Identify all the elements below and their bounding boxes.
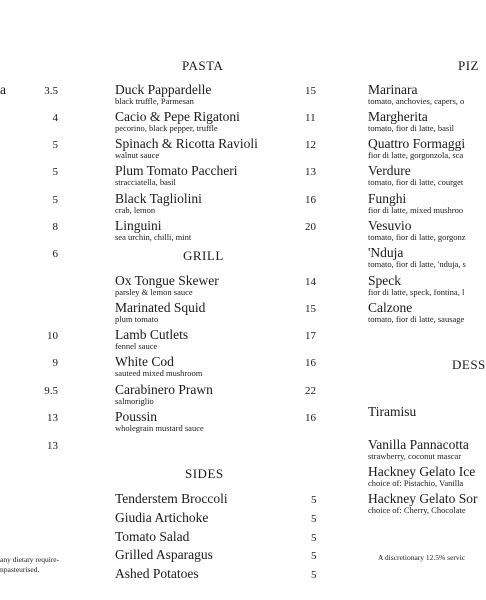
desserts-item bbox=[368, 438, 469, 461]
pasta-item-name: Plum Tomato Paccheri bbox=[115, 163, 238, 178]
left-price: 13 bbox=[47, 440, 58, 452]
sides-item bbox=[115, 548, 213, 562]
grill-item bbox=[115, 274, 219, 297]
sides-item-price: 5 bbox=[311, 532, 317, 544]
grill-item bbox=[115, 328, 188, 351]
grill-item-price: 16 bbox=[305, 357, 316, 369]
sides-item-name: Ashed Potatoes bbox=[115, 566, 199, 581]
pizza-item bbox=[368, 246, 466, 269]
grill-item bbox=[115, 355, 202, 378]
grill-item-desc: parsley & lemon sauce bbox=[115, 287, 193, 297]
pizza-item-name: Funghi bbox=[368, 191, 407, 206]
pasta-item bbox=[115, 164, 238, 187]
left-price: 3.5 bbox=[44, 85, 58, 97]
desserts-item-name: Hackney Gelato Sor bbox=[368, 491, 478, 506]
grill-item bbox=[115, 301, 205, 324]
grill-item bbox=[115, 383, 213, 406]
pasta-item-desc: walnut sauce bbox=[115, 150, 160, 160]
desserts-item-name: Hackney Gelato Ice bbox=[368, 464, 476, 479]
pizza-item-name: Verdure bbox=[368, 163, 411, 178]
grill-item-price: 14 bbox=[305, 276, 316, 288]
pizza-item bbox=[368, 192, 463, 215]
pasta-item bbox=[115, 192, 202, 215]
pizza-item-desc: tomato, fior di latte, sausage bbox=[368, 314, 465, 324]
pasta-heading: PASTA bbox=[182, 58, 224, 73]
pasta-item-name: Spinach & Ricotta Ravioli bbox=[115, 136, 258, 151]
desserts-heading: DESS bbox=[452, 357, 486, 372]
grill-item-price: 22 bbox=[305, 385, 316, 397]
pasta-item-price: 16 bbox=[305, 194, 316, 206]
pizza-item-name: 'Nduja bbox=[368, 245, 404, 260]
pizza-item-name: Marinara bbox=[368, 82, 418, 97]
left-price: 8 bbox=[52, 221, 58, 233]
pasta-item bbox=[115, 83, 211, 106]
sides-item bbox=[115, 492, 228, 506]
grill-item-name: Ox Tongue Skewer bbox=[115, 273, 219, 288]
grill-item-desc: fennel sauce bbox=[115, 341, 158, 351]
pasta-item-price: 13 bbox=[305, 166, 316, 178]
grill-item-price: 15 bbox=[305, 303, 316, 315]
left-price: 9 bbox=[52, 357, 58, 369]
grill-item-desc: plum tomato bbox=[115, 314, 159, 324]
pasta-item-name: Linguini bbox=[115, 218, 162, 233]
pasta-item-desc: crab, lemon bbox=[115, 205, 156, 215]
left-price: 13 bbox=[47, 412, 58, 424]
sides-item bbox=[115, 567, 199, 581]
desserts-item bbox=[368, 492, 477, 515]
pizza-item-desc: tomato, fior di latte, 'nduja, s bbox=[368, 259, 466, 269]
pizza-item bbox=[368, 301, 464, 324]
sides-item bbox=[115, 511, 208, 525]
grill-heading: GRILL bbox=[183, 248, 224, 263]
desserts-item-desc: choice of: Pistachio, Vanilla bbox=[368, 478, 464, 488]
pizza-item bbox=[368, 164, 463, 187]
pizza-item bbox=[368, 110, 454, 133]
pizza-item bbox=[368, 219, 466, 242]
pizza-item bbox=[368, 137, 465, 160]
sides-item-name: Giudia Artichoke bbox=[115, 510, 209, 525]
left-footnote-line-1: any dietary require- bbox=[0, 555, 60, 564]
desserts-item-desc: strawberry, coconut mascar bbox=[368, 451, 462, 461]
pizza-item-desc: tomato, fior di latte, gorgonz bbox=[368, 232, 466, 242]
left-price: 10 bbox=[47, 330, 58, 342]
pasta-item-name: Duck Pappardelle bbox=[115, 82, 212, 97]
pizza-heading: PIZ bbox=[458, 58, 479, 73]
desserts-item bbox=[368, 405, 416, 419]
desserts-item-desc: choice of: Cherry, Chocolate bbox=[368, 505, 466, 515]
grill-item-desc: sauteed mixed mushroom bbox=[115, 368, 203, 378]
pizza-item-name: Vesuvio bbox=[368, 218, 412, 233]
pasta-item-name: Cacio & Pepe Rigatoni bbox=[115, 109, 240, 124]
pasta-item-name: Black Tagliolini bbox=[115, 191, 202, 206]
sides-item-name: Grilled Asparagus bbox=[115, 547, 213, 562]
grill-item-name: Lamb Cutlets bbox=[115, 327, 189, 342]
sides-item bbox=[115, 530, 189, 544]
desserts-item-name: Vanilla Pannacotta bbox=[368, 437, 469, 452]
left-price: 5 bbox=[52, 139, 58, 151]
pasta-item-price: 12 bbox=[305, 139, 316, 151]
pasta-item bbox=[115, 110, 240, 133]
grill-item-name: White Cod bbox=[115, 354, 174, 369]
grill-item-name: Marinated Squid bbox=[115, 300, 206, 315]
pizza-item-desc: fior di latte, gorgonzola, sca bbox=[368, 150, 464, 160]
pasta-item-desc: pecorino, black pepper, truffle bbox=[115, 123, 218, 133]
pasta-item-desc: stracciatella, basil bbox=[115, 177, 176, 187]
left-footnote-line-2: npasteurised. bbox=[0, 565, 40, 574]
grill-item-desc: wholegrain mustard sauce bbox=[115, 423, 204, 433]
left-price: 9.5 bbox=[44, 385, 58, 397]
pizza-item bbox=[368, 274, 464, 297]
pasta-item-price: 20 bbox=[305, 221, 316, 233]
left-price: 6 bbox=[52, 248, 58, 260]
pasta-item-price: 15 bbox=[305, 85, 316, 97]
pizza-item bbox=[368, 83, 464, 106]
pizza-item-name: Speck bbox=[368, 273, 401, 288]
sides-item-price: 5 bbox=[311, 569, 317, 581]
pasta-item-desc: black truffle, Parmesan bbox=[115, 96, 194, 106]
sides-item-price: 5 bbox=[311, 550, 317, 562]
left-price: 5 bbox=[52, 194, 58, 206]
desserts-item bbox=[368, 465, 475, 488]
pasta-item bbox=[115, 219, 191, 242]
pasta-item bbox=[115, 137, 258, 160]
sides-item-price: 5 bbox=[311, 494, 317, 506]
pizza-item-name: Margherita bbox=[368, 109, 428, 124]
grill-item-desc: salmoriglio bbox=[115, 396, 154, 406]
pizza-item-desc: fior di latte, mixed mushroo bbox=[368, 205, 464, 215]
sides-item-name: Tenderstem Broccoli bbox=[115, 491, 228, 506]
grill-item-name: Poussin bbox=[115, 409, 158, 424]
sides-item-price: 5 bbox=[311, 513, 317, 525]
grill-item bbox=[115, 410, 204, 433]
left-price: 4 bbox=[52, 112, 58, 124]
grill-item-name: Carabinero Prawn bbox=[115, 382, 213, 397]
pizza-item-desc: tomato, anchovies, capers, o bbox=[368, 96, 465, 106]
pizza-item-name: Quattro Formaggi bbox=[368, 136, 466, 151]
grill-item-price: 17 bbox=[305, 330, 316, 342]
desserts-item-name: Tiramisu bbox=[368, 404, 417, 419]
service-note: A discretionary 12.5% servic bbox=[378, 553, 466, 562]
sides-item-name: Tomato Salad bbox=[115, 529, 190, 544]
pizza-item-name: Calzone bbox=[368, 300, 413, 315]
pasta-item-desc: sea urchin, chilli, mint bbox=[115, 232, 192, 242]
left-fragment-text: a bbox=[0, 82, 6, 97]
pasta-item-price: 11 bbox=[305, 112, 316, 124]
pizza-item-desc: tomato, fior di latte, basil bbox=[368, 123, 454, 133]
sides-heading: SIDES bbox=[185, 466, 224, 481]
pizza-item-desc: tomato, fior di latte, courget bbox=[368, 177, 464, 187]
left-price: 5 bbox=[52, 166, 58, 178]
grill-item-price: 16 bbox=[305, 412, 316, 424]
pizza-item-desc: fior di latte, speck, fontina, l bbox=[368, 287, 465, 297]
